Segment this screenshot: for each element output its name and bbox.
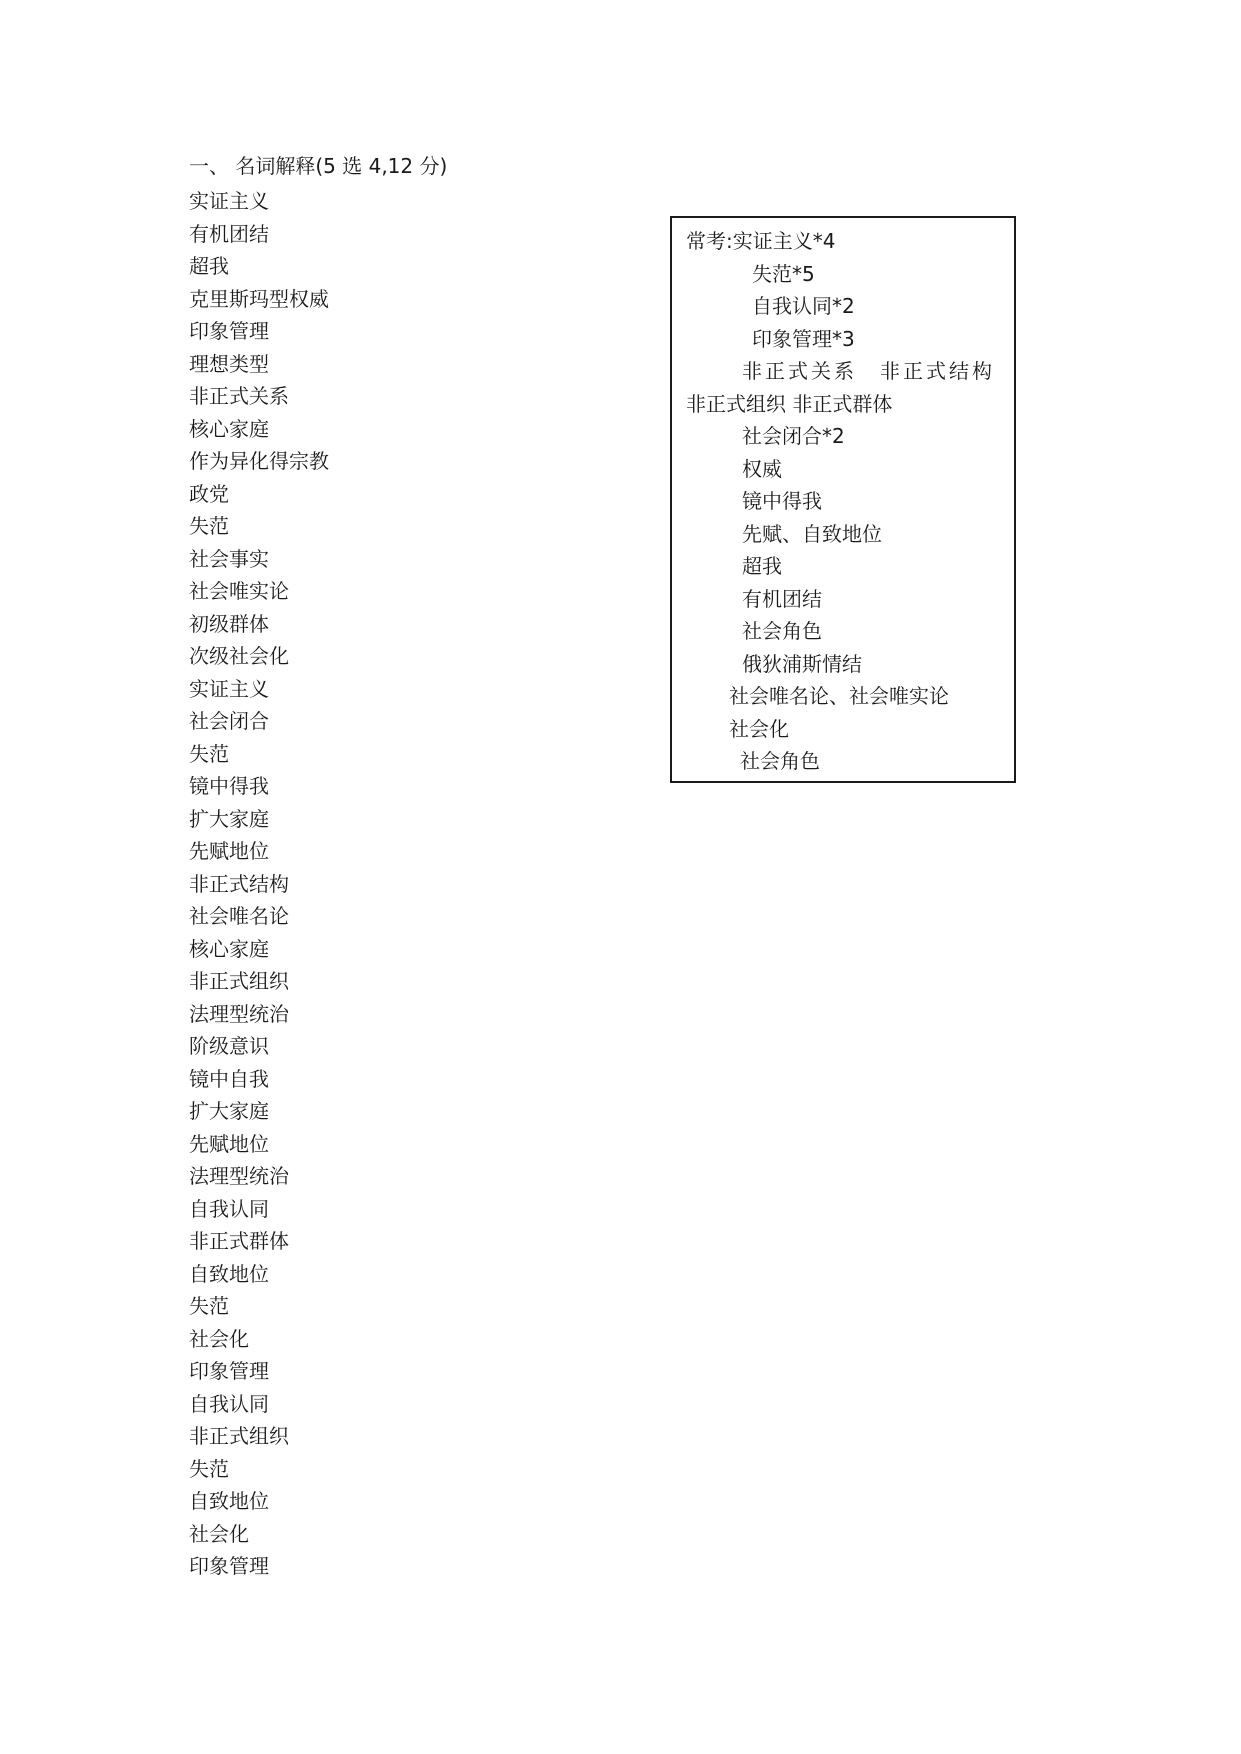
section-heading: 一、 名词解释(5 选 4,12 分): [189, 154, 448, 178]
term-item: 非正式组织: [189, 1424, 289, 1448]
term-item: 印象管理: [189, 1554, 269, 1578]
box-line: 失范*5: [752, 262, 815, 286]
box-line: 社会闭合*2: [742, 424, 845, 448]
term-item: 社会唯名论: [189, 904, 289, 928]
term-item: 镜中得我: [189, 774, 269, 798]
term-item: 有机团结: [189, 221, 269, 246]
term-item: 法理型统治: [189, 1001, 289, 1026]
term-item: 自我认同: [189, 1391, 269, 1416]
term-item: 核心家庭: [189, 936, 269, 961]
term-item: 失范: [189, 1294, 229, 1318]
box-line: 印象管理*3: [752, 327, 855, 351]
term-item: 自致地位: [189, 1261, 269, 1286]
term-item: 印象管理: [189, 1359, 269, 1383]
term-item: 初级群体: [189, 611, 269, 636]
term-item: 次级社会化: [189, 644, 289, 668]
term-item: 阶级意识: [189, 1034, 269, 1058]
term-item: 社会化: [189, 1521, 249, 1546]
box-line: 非正式关系 非正式结构: [742, 359, 995, 383]
term-item: 实证主义: [189, 676, 269, 701]
term-item: 社会化: [189, 1326, 249, 1351]
box-line: 社会角色: [740, 749, 820, 773]
term-item: 非正式结构: [189, 871, 289, 896]
box-line: 自我认同*2: [752, 294, 855, 318]
term-item: 克里斯玛型权威: [189, 286, 329, 311]
term-item: 失范: [189, 741, 229, 766]
box-line: 镜中得我: [742, 489, 822, 513]
term-item: 社会闭合: [189, 709, 269, 733]
term-item: 扩大家庭: [189, 1099, 269, 1123]
term-item: 理想类型: [189, 351, 269, 376]
term-item: 政党: [189, 481, 229, 506]
term-item: 扩大家庭: [189, 806, 269, 831]
term-item: 非正式关系: [189, 384, 289, 408]
term-item: 非正式群体: [189, 1229, 289, 1253]
term-item: 社会唯实论: [189, 579, 289, 603]
term-item: 自我认同: [189, 1196, 269, 1221]
term-item: 法理型统治: [189, 1164, 289, 1188]
box-line: 社会唯名论、社会唯实论: [729, 684, 949, 708]
term-item: 失范: [189, 514, 229, 538]
term-item: 超我: [189, 254, 229, 278]
term-item: 失范: [189, 1456, 229, 1481]
frequent-terms-box: [670, 216, 1016, 783]
term-item: 非正式组织: [189, 969, 289, 993]
box-line: 先赋、自致地位: [742, 522, 882, 546]
term-item: 社会事实: [189, 546, 269, 571]
box-line: 权威: [742, 457, 782, 481]
term-item: 先赋地位: [189, 839, 269, 863]
term-item: 先赋地位: [189, 1131, 269, 1156]
term-item: 镜中自我: [189, 1066, 269, 1091]
term-item: 印象管理: [189, 319, 269, 343]
box-line: 社会化: [729, 717, 789, 741]
box-line: 社会角色: [742, 619, 822, 643]
term-item: 实证主义: [189, 189, 269, 213]
term-item: 核心家庭: [189, 416, 269, 441]
term-item: 自致地位: [189, 1489, 269, 1513]
box-line: 非正式组织 非正式群体: [686, 392, 893, 416]
term-list: [189, 185, 329, 1583]
box-line: 俄狄浦斯情结: [742, 652, 862, 676]
box-line: 超我: [742, 554, 782, 578]
term-item: 作为异化得宗教: [189, 449, 329, 473]
box-line: 常考:实证主义*4: [686, 229, 836, 253]
box-line: 有机团结: [742, 587, 822, 611]
